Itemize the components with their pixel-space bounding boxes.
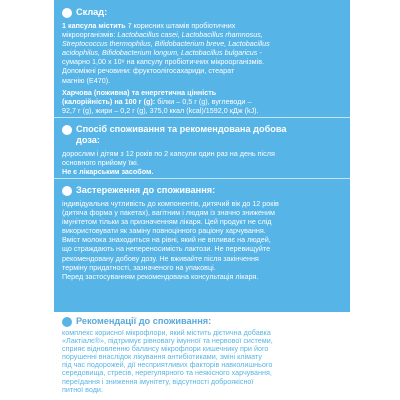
warnings-heading: Застереження до споживання: [62,185,342,196]
warnings-section [62,185,342,281]
warnings-text: індивідуальна чутливість до компонентів, дитячий вік до 12 років (дитяча форма у пакетах), вагітним і людям із значно зниженим імунітетом тільки за призначенням лікаря. Цей продукт не слід використовувати як заміну повноцінного раціону харчування. Вміст молока знаходиться на рівні, який не впливає на людей, що страждають на непереносимість лактози. Не перевищуйте рекомендовану добову дозу. Не вживайте після закінчення терміну придатності, зазначеного на упаковці. Перед застосуванням рекомендована консультація лікаря. [62,199,279,281]
composition-section [62,7,342,115]
section-divider [54,178,350,179]
info-blue-block [54,0,350,312]
bullet-icon [62,186,72,196]
panel-edge [350,0,400,400]
recommendations-block [54,312,350,394]
bullet-icon [62,8,72,18]
bullet-icon [62,317,72,327]
recommendations-heading: Рекомендації до споживання: [62,316,342,327]
section-divider [54,117,350,118]
recommendations-text: комплекс корисної мікрофлори, який містить дієтична добавка «Лактіалє®», підтримує рівновагу імунної та нервової системи, сприяє відновленню балансу мікрофлори кишечнику при його порушенні внаслідок лікування антибіотиками, зміні клімату під час подорожей, дії несприятливих факторів навколишнього середовища, стресів, нерегулярного та неякісного харчування, переїдання і зниження імунітету, відсутності доброякісної питної води. [62,328,273,394]
usage-section: Спосіб споживання та рекомендована добова доза: дорослим і дітям з 12 років по 2 капсули один раз на день після основного прийому їжі. Не є лікарським засобом. [62,124,342,176]
nutrition-value: Харчова (поживна) та енергетична цінність (калорійність) на 100 г (g): білки – 0,5 г (g), вуглеводи – 92,7 г (g), жири – 0,2 г (g), 375,0 ккал (kcal)/1592,0 кДж (kJ). [62,87,259,115]
usage-text: дорослим і дітям з 12 років по 2 капсули один раз на день після основного прийому їжі. Не є лікарським засобом. [62,149,275,177]
composition-text: 1 капсула містить 7 корисних штамів пробіотичних мікроорганізмів: Lactobacillus casei, Lactobacillus rhamnosus, Streptococcus thermophilus, Bifidobacterium breve, Lactobacillus acidophilus, Bifidobacterium longum, Lactobacillus bulgaricus - сумарно 1,00 х 10⁹ на капсулу пробіотичних мікроорганізмів. Допоміжні речовини: фруктоолігосахариди, стеарат магнію (Е470). Харчова (поживна) та енергетична цінність (калорійність) на 100 г (g): білки – 0,5 г (g), вуглеводи – 92,7 г (g), жири – 0,2 г (g), 375,0 ккал (kcal)/1592,0 кДж (kJ). [62,21,342,115]
usage-heading: Спосіб споживання та рекомендована добова [62,124,342,135]
composition-heading: Склад: [62,7,342,18]
bullet-icon [62,125,72,135]
recommendations-section [62,316,342,394]
